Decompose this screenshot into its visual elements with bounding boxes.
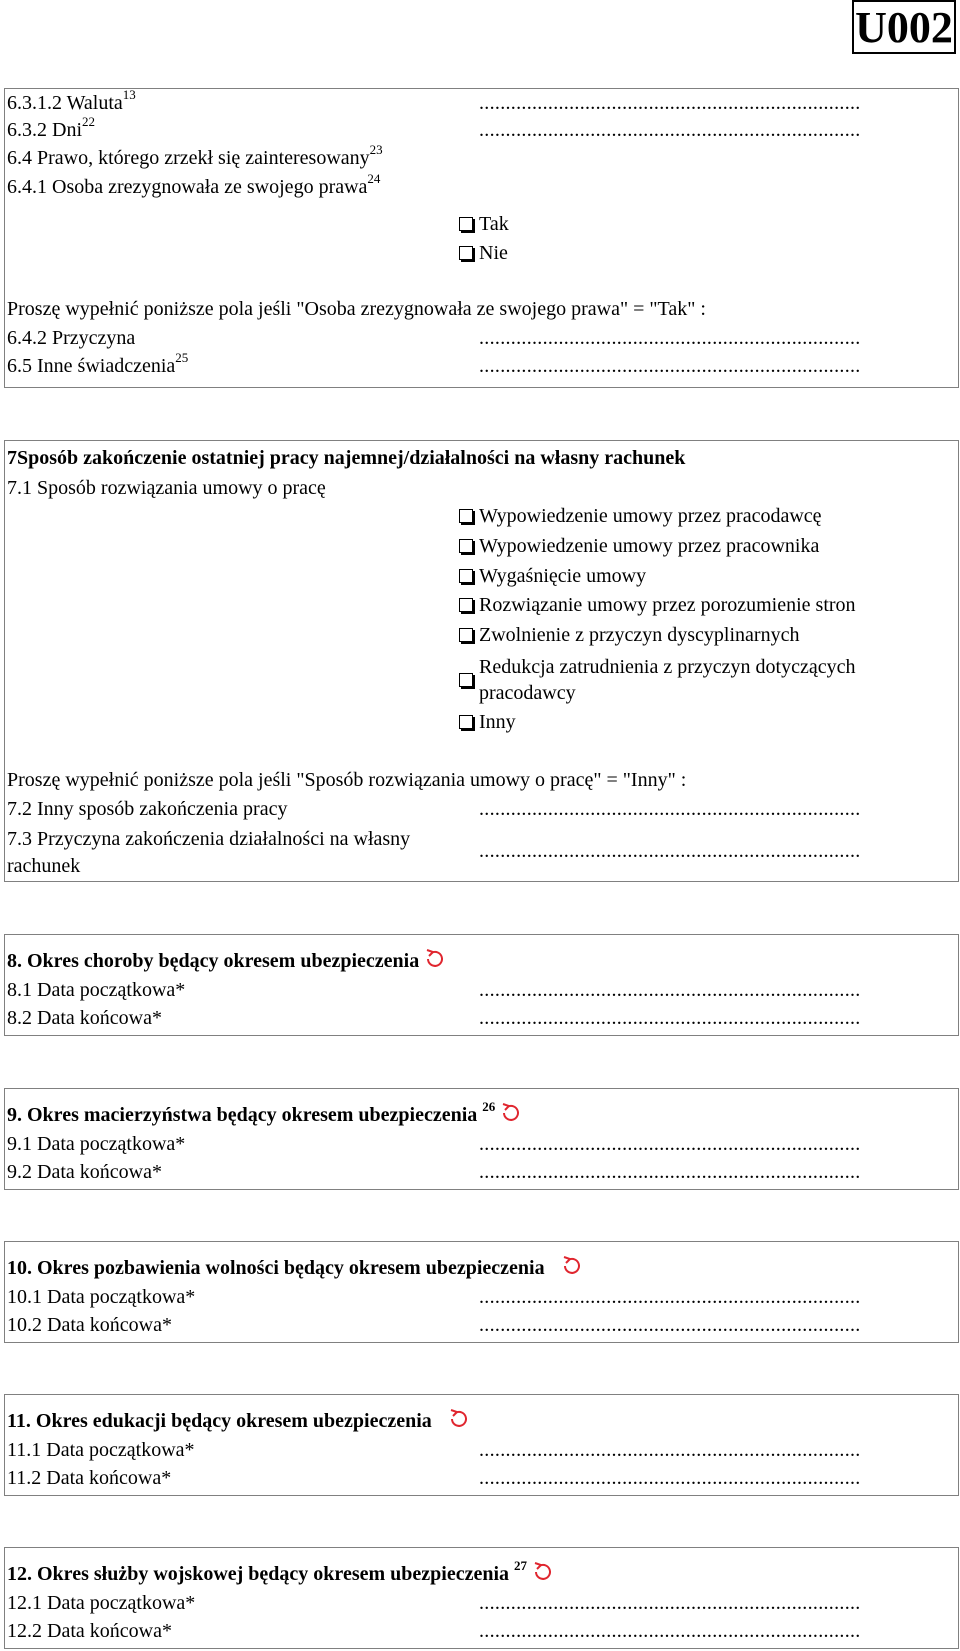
- end-date-input[interactable]: ........................................................................: [479, 1161, 861, 1183]
- section-10-box: [4, 1241, 959, 1343]
- option-nie[interactable]: Nie: [459, 242, 508, 265]
- checkbox-icon[interactable]: [459, 509, 473, 523]
- section-7-box: [4, 440, 959, 882]
- reason-input[interactable]: ........................................................................: [479, 327, 861, 349]
- option-tak[interactable]: Tak: [459, 213, 509, 236]
- field-other-benefits: 6.5 Inne świadczenia$^{25}$: [7, 350, 189, 377]
- section-9-box: [4, 1088, 959, 1190]
- end-date-label: 9.2 Data końcowa*: [7, 1161, 162, 1183]
- checkbox-icon[interactable]: [459, 628, 473, 642]
- section-6-box: [4, 88, 959, 388]
- start-date-input[interactable]: ........................................................................: [479, 1286, 861, 1308]
- refresh-icon[interactable]: [531, 1560, 555, 1584]
- days-input[interactable]: ........................................................................: [479, 119, 861, 141]
- option-disciplinary[interactable]: Zwolnienie z przyczyn dyscyplinarnych: [459, 624, 799, 647]
- end-date-label: 8.2 Data końcowa*: [7, 1007, 162, 1029]
- field-days: 6.3.2 Dni$^{22}$: [7, 114, 95, 141]
- refresh-icon[interactable]: [423, 947, 447, 971]
- field-reason: 6.4.2 Przyczyna: [7, 327, 136, 349]
- field-resigned-right: 6.4.1 Osoba zrezygnowała ze swojego prawa$^{24}$: [7, 171, 381, 198]
- checkbox-icon[interactable]: [459, 715, 473, 729]
- end-date-input[interactable]: ........................................................................: [479, 1007, 861, 1029]
- start-date-label: 9.1 Data początkowa*: [7, 1133, 186, 1155]
- refresh-icon[interactable]: [499, 1101, 523, 1125]
- option-other[interactable]: Inny: [459, 711, 516, 734]
- section-8-box: [4, 934, 959, 1036]
- start-date-label: 11.1 Data początkowa*: [7, 1439, 195, 1461]
- currency-input[interactable]: ........................................................................: [479, 92, 861, 114]
- field-waived-right: 6.4 Prawo, którego zrzekł się zainteresowany$^{23}$: [7, 142, 383, 169]
- section-9-title: 9. Okres macierzyństwa będący okresem ubezpieczenia $^{26}$: [7, 1101, 523, 1127]
- business-end-reason-input[interactable]: ........................................................................: [479, 840, 861, 862]
- refresh-icon[interactable]: [560, 1254, 584, 1278]
- start-date-label: 8.1 Data początkowa*: [7, 979, 186, 1001]
- start-date-input[interactable]: ........................................................................: [479, 1439, 861, 1461]
- checkbox-icon[interactable]: [459, 598, 473, 612]
- conditional-note-7: Proszę wypełnić poniższe pola jeśli "Sposób rozwiązania umowy o pracę" = "Inny" :: [7, 769, 687, 791]
- section-12-title: 12. Okres służby wojskowej będący okresem ubezpieczenia $^{27}$: [7, 1560, 555, 1586]
- end-date-input[interactable]: ........................................................................: [479, 1620, 861, 1642]
- refresh-icon[interactable]: [447, 1407, 471, 1431]
- checkbox-icon[interactable]: [459, 246, 473, 260]
- section-11-title: 11. Okres edukacji będący okresem ubezpieczenia: [7, 1407, 471, 1433]
- option-mutual-agreement[interactable]: Rozwiązanie umowy przez porozumienie stron: [459, 594, 856, 617]
- start-date-input[interactable]: ........................................................................: [479, 1133, 861, 1155]
- checkbox-icon[interactable]: [459, 673, 473, 687]
- field-other-termination: 7.2 Inny sposób zakończenia pracy: [7, 798, 288, 820]
- start-date-label: 10.1 Data początkowa*: [7, 1286, 196, 1308]
- option-employer-notice[interactable]: Wypowiedzenie umowy przez pracodawcę: [459, 505, 822, 528]
- checkbox-icon[interactable]: [459, 539, 473, 553]
- section-12-box: [4, 1547, 959, 1649]
- end-date-input[interactable]: ........................................................................: [479, 1467, 861, 1489]
- section-8-title: 8. Okres choroby będący okresem ubezpieczenia: [7, 947, 447, 973]
- start-date-label: 12.1 Data początkowa*: [7, 1592, 196, 1614]
- field-termination-method: 7.1 Sposób rozwiązania umowy o pracę: [7, 477, 326, 499]
- other-termination-input[interactable]: ........................................................................: [479, 798, 861, 820]
- section-7-title: 7Sposób zakończenie ostatniej pracy najemnej/działalności na własny rachunek: [7, 447, 686, 469]
- start-date-input[interactable]: ........................................................................: [479, 1592, 861, 1614]
- option-employee-notice[interactable]: Wypowiedzenie umowy przez pracownika: [459, 535, 819, 558]
- end-date-label: 11.2 Data końcowa*: [7, 1467, 172, 1489]
- checkbox-icon[interactable]: [459, 569, 473, 583]
- checkbox-icon[interactable]: [459, 217, 473, 231]
- option-redundancy[interactable]: Redukcja zatrudnienia z przyczyn dotyczących pracodawcy: [459, 654, 919, 706]
- field-business-end-reason: 7.3 Przyczyna zakończenia działalności na własny rachunek: [7, 828, 411, 877]
- start-date-input[interactable]: ........................................................................: [479, 979, 861, 1001]
- end-date-label: 10.2 Data końcowa*: [7, 1314, 172, 1336]
- conditional-note-6: Proszę wypełnić poniższe pola jeśli "Osoba zrezygnowała ze swojego prawa" = "Tak" :: [7, 298, 706, 320]
- end-date-label: 12.2 Data końcowa*: [7, 1620, 172, 1642]
- option-expiry[interactable]: Wygaśnięcie umowy: [459, 565, 646, 588]
- end-date-input[interactable]: ........................................................................: [479, 1314, 861, 1336]
- section-11-box: [4, 1394, 959, 1496]
- field-currency: 6.3.1.2 Waluta$^{13}$: [7, 87, 136, 114]
- form-code-badge: U002: [852, 0, 956, 54]
- other-benefits-input[interactable]: ........................................................................: [479, 355, 861, 377]
- section-10-title: 10. Okres pozbawienia wolności będący okresem ubezpieczenia: [7, 1254, 584, 1280]
